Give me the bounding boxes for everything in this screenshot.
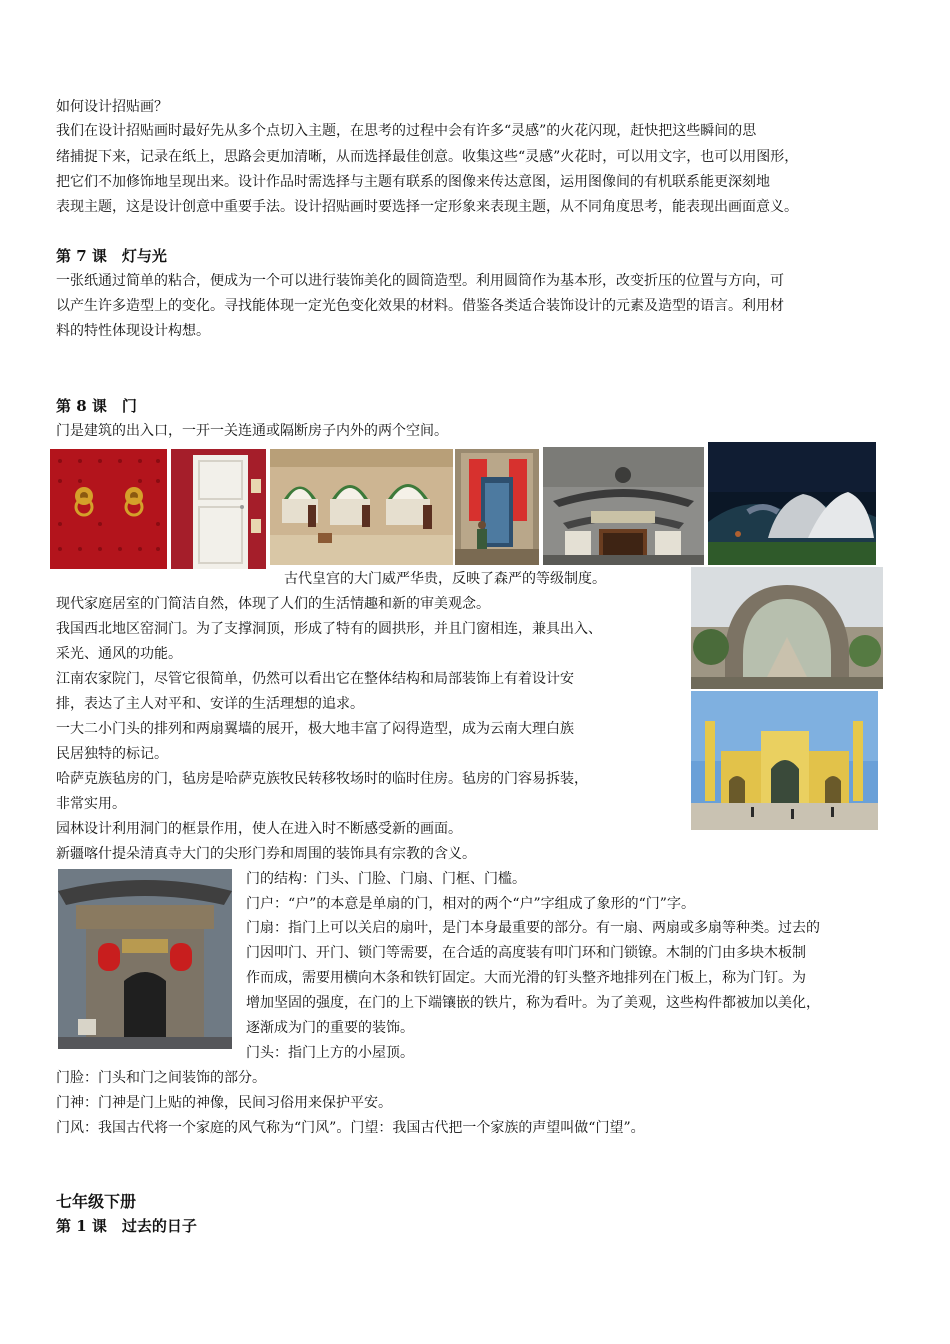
grade7b-lesson1-heading: 第 1 课 过去的日子	[56, 1217, 197, 1235]
lesson7-heading: 第 7 课 灯与光	[56, 247, 167, 265]
intro-line: 把它们不加修饰地呈现出来。设计作品时需选择与主题有联系的图像来传达意图，运用图像间的有机联系能更深刻地	[56, 174, 770, 190]
intro-line: 表现主题，这是设计创意中重要手法。设计招贴画时要选择一定形象来表现主题，从不同角度思考，能表现出画面意义。	[56, 199, 798, 215]
jiangnan-farm-gate-photo	[455, 449, 539, 565]
door-description-line: 新疆喀什提朵清真寺大门的尖形门券和周围的装饰具有宗教的含义。	[56, 846, 476, 862]
door-description-line: 哈萨克族毡房的门，毡房是哈萨克族牧民转移牧场时的临时住房。毡房的门容易拆装，	[56, 771, 588, 787]
kazakh-yurt-photo	[708, 442, 876, 565]
door-structure-line: 门头：指门上方的小屋顶。	[246, 1045, 414, 1061]
door-description-line: 民居独特的标记。	[56, 746, 168, 762]
lesson8-intro: 门是建筑的出入口，一开一关连通或隔断房子内外的两个空间。	[56, 423, 448, 439]
door-term-line: 门风：我国古代将一个家庭的风气称为“门风”。门望：我国古代把一个家族的声望叫做“门望”。	[56, 1120, 645, 1136]
door-structure-line: 作而成，需要用横向木条和铁钉固定。大而光滑的钉头整齐地排列在门板上，称为门钉。为	[246, 970, 806, 986]
garden-moon-gate-photo	[691, 567, 883, 689]
cave-dwelling-door-photo	[270, 449, 453, 565]
door-structure-line: 门扇：指门上可以关启的扇叶，是门本身最重要的部分。有一扇、两扇或多扇等种类。过去的	[246, 920, 820, 936]
red-palace-door-photo	[50, 449, 167, 569]
lesson7-line: 料的特性体现设计构想。	[56, 323, 210, 339]
door-description-line: 江南农家院门，尽管它很简单，仍然可以看出它在整体结构和局部装饰上有着设计安	[56, 671, 574, 687]
intro-title: 如何设计招贴画？	[56, 99, 168, 115]
door-description-line: 排，表达了主人对平和、安详的生活理想的追求。	[56, 696, 364, 712]
door-description-line: 一大二小门头的排列和两扇翼墙的展开，极大地丰富了闷得造型，成为云南大理白族	[56, 721, 574, 737]
door-term-line: 门神：门神是门上贴的神像，民间习俗用来保护平安。	[56, 1095, 392, 1111]
intro-line: 我们在设计招贴画时最好先从多个点切入主题，在思考的过程中会有许多“灵感”的火花闪现，赶快把这些瞬间的思	[56, 123, 757, 139]
door-description-line: 采光、通风的功能。	[56, 646, 182, 662]
door-description-line: 现代家庭居室的门简洁自然，体现了人们的生活情趣和新的审美观念。	[56, 596, 490, 612]
door-description-line: 我国西北地区窑洞门。为了支撑洞顶，形成了特有的圆拱形，并且门窗相连，兼具出入、	[56, 621, 602, 637]
modern-white-door-photo	[171, 449, 266, 569]
door-structure-line: 增加坚固的强度，在门的上下端镶嵌的铁片，称为看叶。为了美观，这些构件都被加以美化，	[246, 995, 820, 1011]
door-structure-line: 逐渐成为门的重要的装饰。	[246, 1020, 414, 1036]
kashgar-mosque-photo	[691, 691, 878, 830]
grade7b-heading: 七年级下册	[56, 1192, 137, 1211]
traditional-courtyard-gate-photo	[58, 869, 232, 1049]
door-description-line: 园林设计利用洞门的框景作用，使人在进入时不断感受新的画面。	[56, 821, 462, 837]
bai-minority-gate-photo	[543, 447, 704, 565]
palace-gate-caption: 古代皇宫的大门威严华贵，反映了森严的等级制度。	[284, 571, 606, 587]
intro-line: 绪捕捉下来，记录在纸上，思路会更加清晰，从而选择最佳创意。收集这些“灵感”火花时，可以用文字，也可以用图形，	[56, 149, 799, 165]
door-description-line: 非常实用。	[56, 796, 126, 812]
door-structure-line: 门户：“户”的本意是单扇的门，相对的两个“户”字组成了象形的“门”字。	[246, 896, 695, 912]
door-structure-line: 门的结构：门头、门脸、门扇、门框、门槛。	[246, 871, 526, 887]
lesson7-line: 以产生许多造型上的变化。寻找能体现一定光色变化效果的材料。借鉴各类适合装饰设计的元素及造型的语言。利用材	[56, 298, 784, 314]
lesson7-line: 一张纸通过简单的粘合，便成为一个可以进行装饰美化的圆筒造型。利用圆筒作为基本形，改变折压的位置与方向，可	[56, 273, 784, 289]
door-term-line: 门脸：门头和门之间装饰的部分。	[56, 1070, 266, 1086]
door-structure-line: 门因叩门、开门、锁门等需要，在合适的高度装有叩门环和门锁镣。木制的门由多块木板制	[246, 945, 806, 961]
lesson8-heading: 第 8 课 门	[56, 397, 137, 415]
